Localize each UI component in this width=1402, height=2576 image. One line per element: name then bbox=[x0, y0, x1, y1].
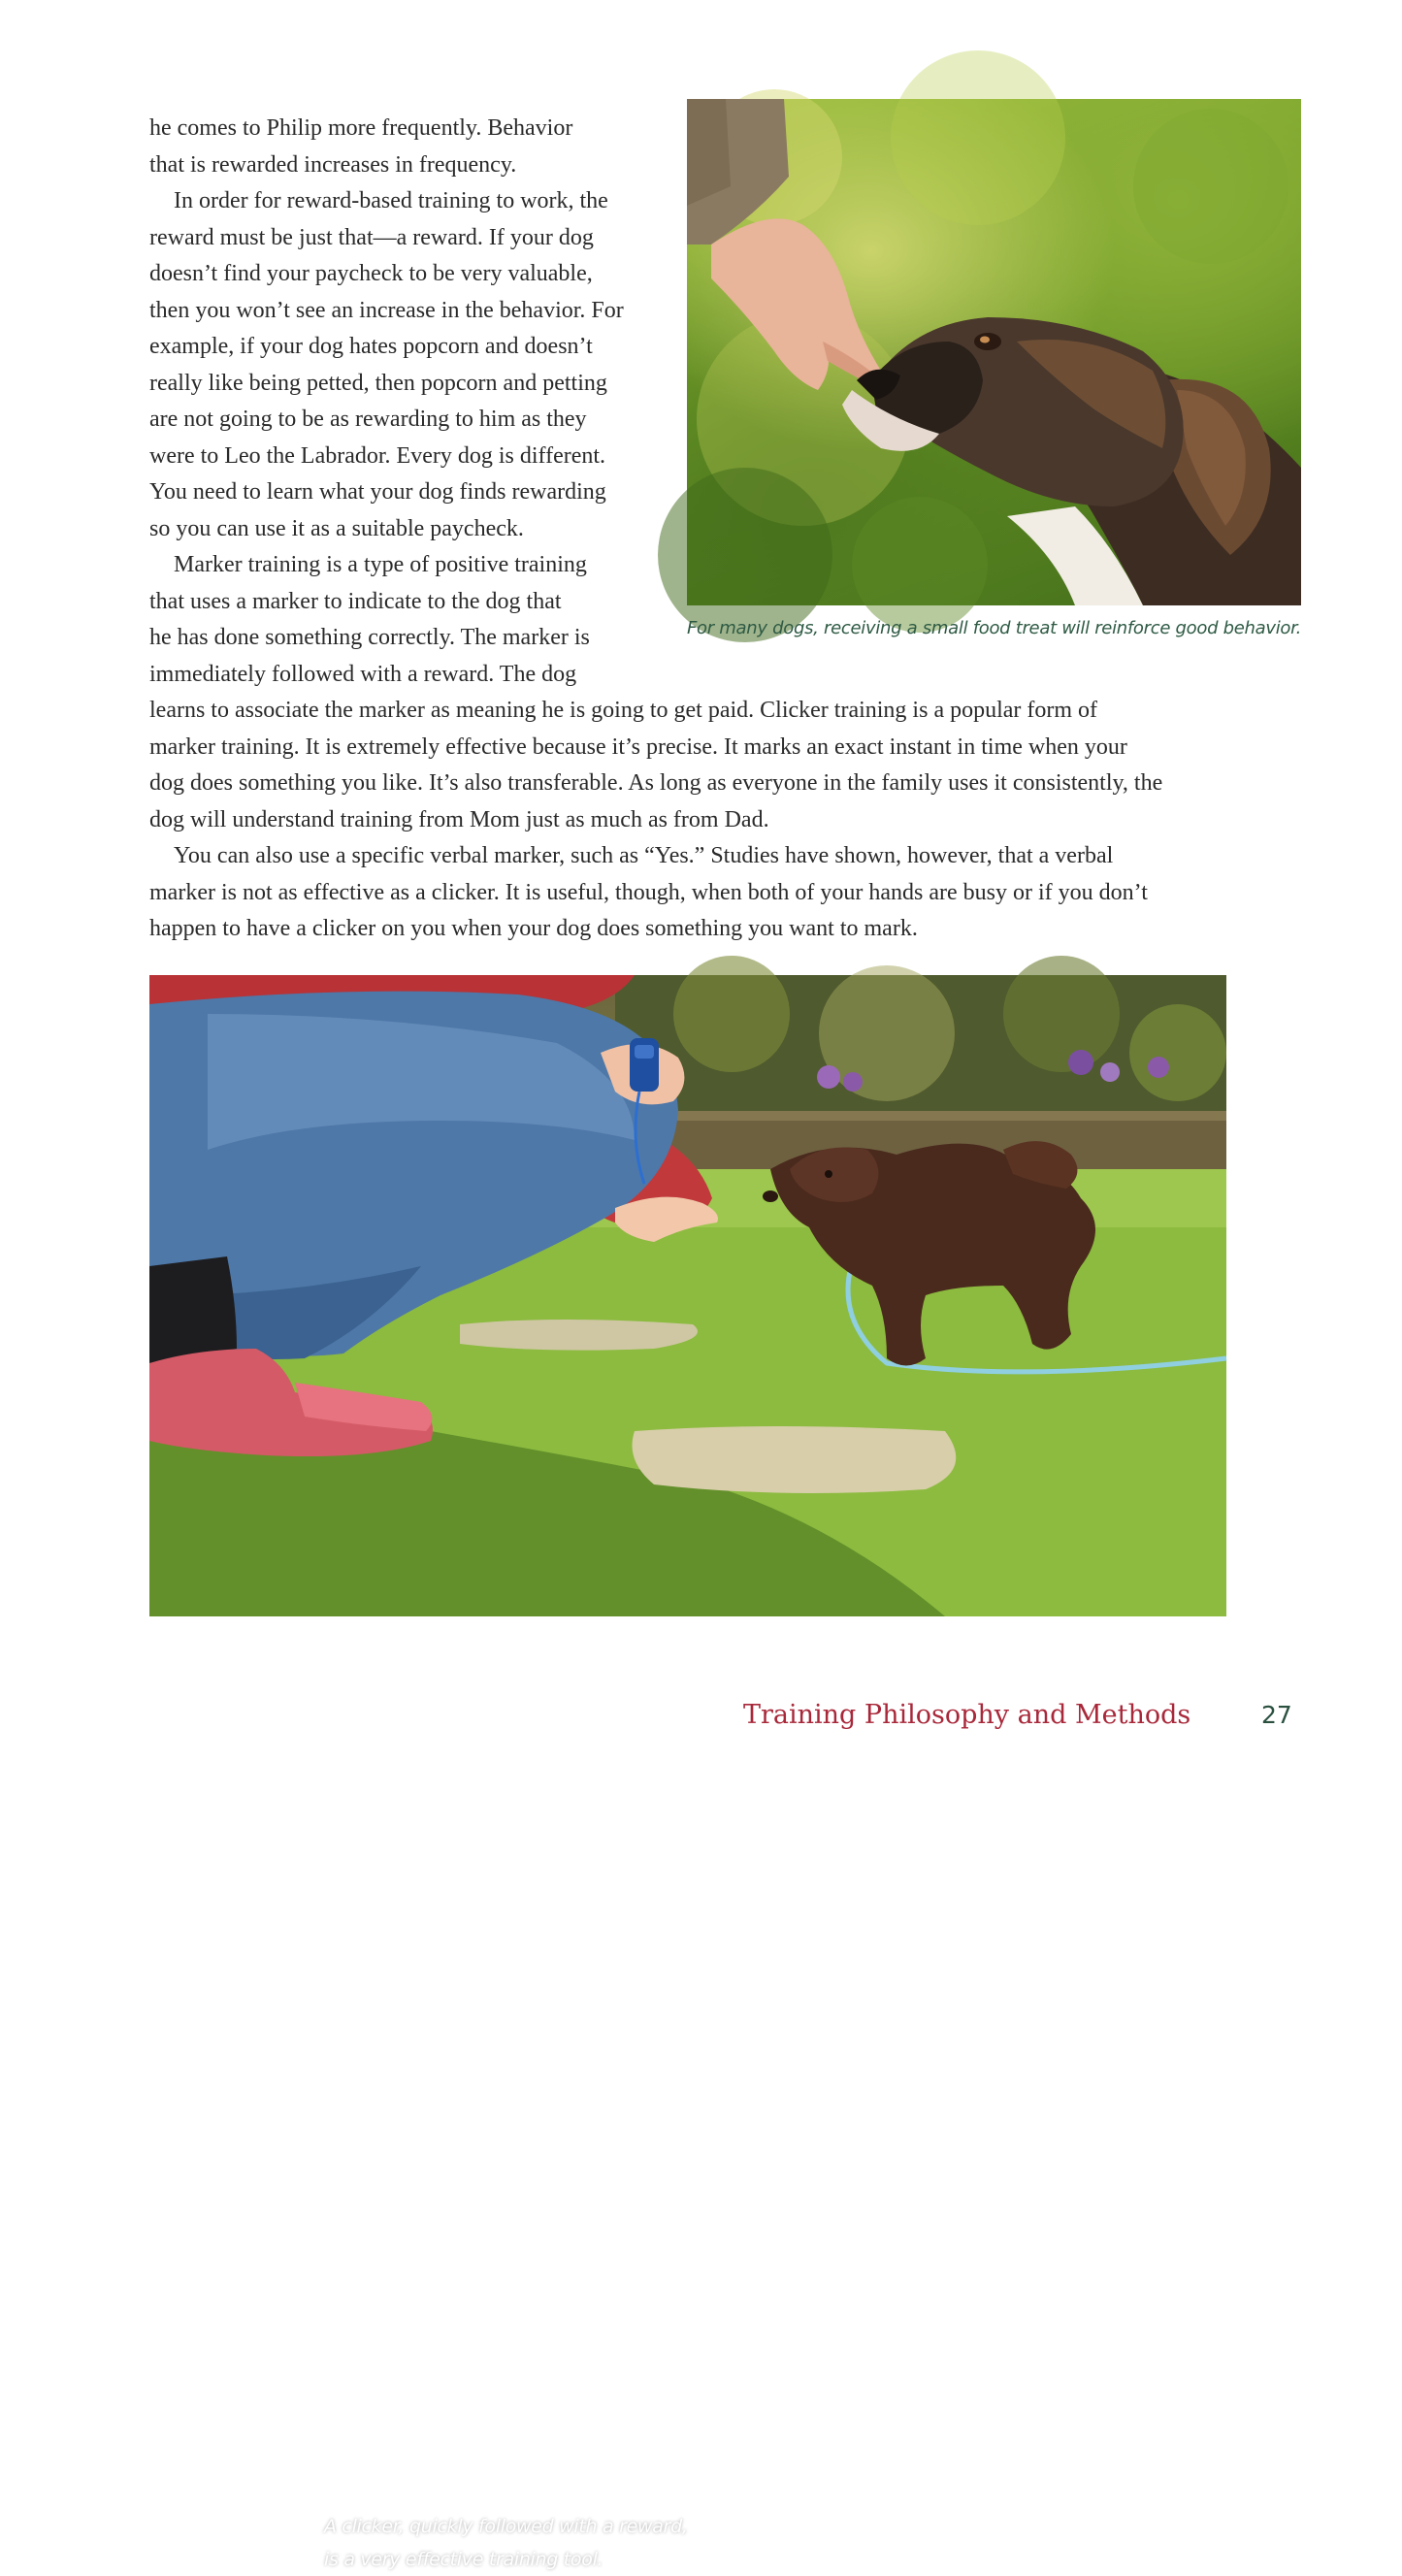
text-line: You need to learn what your dog finds rewarding bbox=[149, 479, 606, 505]
boxer-puppy-illustration bbox=[687, 99, 1301, 605]
caption-line: A clicker, quickly followed with a reward, bbox=[324, 2516, 688, 2537]
text-line: are not going to be as rewarding to him as they bbox=[149, 407, 587, 432]
text-line: he comes to Philip more frequently. Behavior bbox=[149, 115, 573, 141]
clicker-training-illustration bbox=[149, 975, 1226, 1616]
treat-photo-caption: For many dogs, receiving a small food treat will reinforce good behavior. bbox=[687, 618, 1301, 638]
text-line: so you can use it as a suitable paycheck. bbox=[149, 515, 524, 541]
running-footer-section-title: Training Philosophy and Methods bbox=[743, 1700, 1191, 1730]
text-line: happen to have a clicker on you when your dog does something you want to mark. bbox=[149, 916, 918, 941]
text-line: that is rewarded increases in frequency. bbox=[149, 151, 517, 178]
boxer-puppy-treat-photo bbox=[687, 99, 1301, 605]
text-line: marker is not as effective as a clicker. It is useful, though, when both of your hands are busy or if you don’t bbox=[149, 879, 1148, 905]
paragraph-continuation bbox=[149, 111, 572, 183]
text-line: Marker training is a type of positive training bbox=[174, 552, 587, 577]
text-line: he has done something correctly. The marker is bbox=[149, 625, 590, 650]
text-line: immediately followed with a reward. The dog bbox=[149, 661, 577, 687]
paragraph-reward bbox=[149, 183, 624, 547]
text-line: were to Leo the Labrador. Every dog is different. bbox=[149, 442, 606, 469]
text-line: example, if your dog hates popcorn and doesn’t bbox=[149, 334, 593, 359]
text-line: that uses a marker to indicate to the dog that bbox=[149, 588, 562, 614]
text-line: In order for reward-based training to work, the bbox=[174, 188, 608, 213]
text-line: You can also use a specific verbal marker, such as “Yes.” Studies have shown, however, that a verbal bbox=[174, 843, 1114, 868]
clicker-photo-caption bbox=[324, 2510, 688, 2576]
page-number: 27 bbox=[1261, 1701, 1292, 1729]
paragraph-verbal-marker bbox=[149, 838, 1148, 948]
text-line: then you won’t see an increase in the behavior. For bbox=[149, 297, 624, 323]
text-line: dog does something you like. It’s also transferable. As long as everyone in the family uses it consistently, the bbox=[149, 770, 1163, 796]
text-line: really like being petted, then popcorn and petting bbox=[149, 370, 607, 396]
text-line: learns to associate the marker as meaning he is going to get paid. Clicker training is a popular form of bbox=[149, 698, 1098, 723]
caption-line: is a very effective training tool. bbox=[324, 2549, 603, 2570]
text-line: marker training. It is extremely effective because it’s precise. It marks an exact instant in time when your bbox=[149, 734, 1127, 760]
text-line: reward must be just that—a reward. If your dog bbox=[149, 224, 594, 250]
text-line: dog will understand training from Mom just as much as from Dad. bbox=[149, 806, 769, 832]
text-line: doesn’t find your paycheck to be very valuable, bbox=[149, 261, 593, 286]
